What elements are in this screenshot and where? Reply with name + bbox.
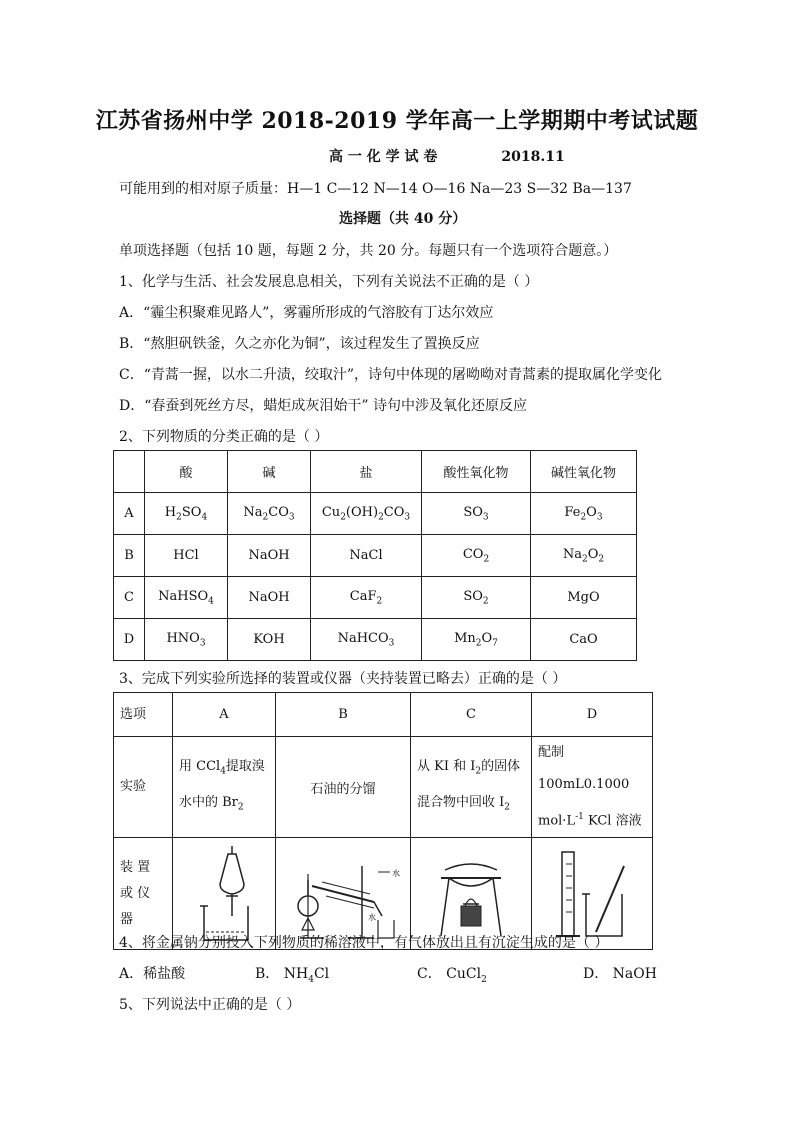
formula-text: H bbox=[164, 504, 177, 520]
exp-text: 配制 100mL0.1000 bbox=[538, 745, 630, 792]
exp-text: 用 CCl bbox=[179, 758, 221, 774]
row-label: C bbox=[114, 577, 145, 619]
row-label: D bbox=[114, 619, 145, 661]
label-text: 装 置 bbox=[120, 859, 151, 875]
formula-text: SO bbox=[181, 504, 202, 520]
q3-stem: 3、完成下列实验所选择的装置或仪器（夹持装置已略去）正确的是（ ） bbox=[119, 671, 567, 687]
row-label-option: 选项 bbox=[114, 693, 173, 737]
formula-cell bbox=[311, 535, 422, 577]
q4-option-d: D． NaOH bbox=[583, 966, 657, 982]
formula-text: NaOH bbox=[248, 590, 290, 605]
formula-cell bbox=[311, 619, 422, 661]
table-row bbox=[114, 737, 653, 838]
formula-cell bbox=[422, 577, 531, 619]
formula-text: NaHSO bbox=[158, 588, 209, 604]
formula-cell bbox=[228, 493, 311, 535]
formula-subscript: 7 bbox=[492, 638, 498, 649]
exp-text: KCl 溶液 bbox=[583, 813, 642, 829]
formula-text: SO bbox=[463, 588, 483, 604]
formula-text: Na bbox=[243, 504, 263, 520]
exam-date: 2018.11 bbox=[501, 149, 565, 165]
exp-text: mol·L bbox=[538, 813, 576, 829]
row-label: A bbox=[114, 493, 145, 535]
formula-text: O bbox=[587, 546, 599, 562]
formula-cell bbox=[145, 577, 228, 619]
formula-cell bbox=[422, 535, 531, 577]
formula-text: O bbox=[586, 504, 597, 520]
formula-text: HNO bbox=[166, 630, 200, 646]
table-row bbox=[114, 693, 653, 737]
exp-text: 水中的 Br bbox=[179, 795, 238, 811]
formula-cell bbox=[531, 619, 637, 661]
formula-text: NaHCO bbox=[337, 630, 389, 646]
graduated-cylinder-icon bbox=[532, 844, 652, 944]
header-cell: 碱性氧化物 bbox=[531, 451, 637, 493]
formula-subscript: 3 bbox=[482, 512, 489, 523]
formula-cell bbox=[228, 577, 311, 619]
formula-text: CaO bbox=[569, 632, 598, 647]
col-label-c: C bbox=[411, 693, 532, 737]
formula-subscript: 2 bbox=[482, 596, 489, 607]
label-text: 或 仪 bbox=[120, 885, 151, 901]
formula-text: NaOH bbox=[248, 548, 290, 563]
col-label-d: D bbox=[532, 693, 653, 737]
formula-cell bbox=[531, 577, 637, 619]
exp-sub: 4 bbox=[220, 766, 226, 777]
formula-subscript: 2 bbox=[483, 554, 490, 565]
formula-text: MgO bbox=[567, 590, 600, 605]
exp-sub: 2 bbox=[237, 802, 244, 813]
header-cell: 酸性氧化物 bbox=[422, 451, 531, 493]
q4-option-c bbox=[417, 963, 487, 985]
experiment-a bbox=[173, 737, 276, 838]
formula-subscript: 2 bbox=[598, 554, 605, 565]
formula-cell bbox=[145, 619, 228, 661]
formula-cell bbox=[145, 535, 228, 577]
formula-text: CO bbox=[268, 504, 289, 520]
header-cell: 盐 bbox=[311, 451, 422, 493]
sublimation-apparatus-icon bbox=[421, 844, 521, 944]
q5-stem: 5、下列说法中正确的是（ ） bbox=[119, 997, 301, 1013]
q1-option-c: C．“青蒿一握，以水二升渍，绞取汁”，诗句中体现的屠呦呦对青蒿素的提取属化学变化 bbox=[119, 367, 663, 383]
exp-text: 的固体 bbox=[481, 758, 521, 774]
q4-option-b bbox=[255, 963, 329, 985]
formula-subscript: 3 bbox=[388, 638, 395, 649]
formula-text: HCl bbox=[173, 548, 199, 563]
col-label-b: B bbox=[276, 693, 411, 737]
formula-subscript: 3 bbox=[404, 512, 411, 523]
water-in-label: 水 bbox=[392, 868, 400, 878]
header-cell: 碱 bbox=[228, 451, 311, 493]
formula-subscript: 3 bbox=[596, 512, 603, 523]
q2-stem: 2、下列物质的分类正确的是（ ） bbox=[119, 429, 329, 445]
formula-text: Mn bbox=[454, 630, 476, 646]
table-body bbox=[114, 493, 637, 661]
q4-stem: 4、将金属钠分别投入下列物质的稀溶液中，有气体放出且有沉淀生成的是（ ） bbox=[119, 935, 609, 951]
formula-cell bbox=[311, 577, 422, 619]
instructions: 单项选择题（包括 10 题，每题 2 分，共 20 分。每题只有一个选项符合题意。） bbox=[119, 243, 618, 259]
formula-text: Na bbox=[562, 546, 582, 562]
q1-stem: 1、化学与生活、社会发展息息相关，下列有关说法不正确的是（ ） bbox=[119, 274, 539, 290]
formula-text: NaCl bbox=[349, 548, 383, 563]
formula-subscript: 2 bbox=[475, 638, 482, 649]
formula-text: Fe bbox=[564, 504, 581, 520]
formula-subscript: 3 bbox=[288, 512, 295, 523]
formula-text: CO bbox=[383, 504, 405, 520]
exp-text: 从 KI 和 I bbox=[417, 758, 476, 774]
exp-sub: 2 bbox=[475, 766, 482, 777]
table-row bbox=[114, 619, 637, 661]
formula-cell bbox=[228, 619, 311, 661]
formula-subscript: 2 bbox=[340, 512, 346, 523]
formula-cell bbox=[422, 619, 531, 661]
formula-text: CaF bbox=[349, 588, 377, 604]
col-label-a: A bbox=[173, 693, 276, 737]
formula-text: CO bbox=[462, 546, 484, 562]
formula-subscript: 2 bbox=[262, 512, 269, 523]
formula-cell bbox=[311, 493, 422, 535]
formula-text: SO bbox=[463, 504, 483, 520]
q3-apparatus-table bbox=[113, 692, 653, 950]
subject-label: 高 一 化 学 试 卷 bbox=[329, 149, 438, 165]
formula-text: (OH) bbox=[345, 504, 379, 520]
water-out-label: 水 bbox=[368, 912, 376, 922]
formula-subscript: 2 bbox=[582, 554, 588, 565]
q1-option-b: B．“熬胆矾铁釜，久之亦化为铜”，该过程发生了置换反应 bbox=[119, 336, 480, 352]
section-title: 选择题（共 40 分） bbox=[339, 211, 467, 227]
experiment-b: 石油的分馏 bbox=[276, 737, 411, 838]
table-row bbox=[114, 493, 637, 535]
row-label-experiment: 实验 bbox=[114, 737, 173, 838]
table-row bbox=[114, 577, 637, 619]
separatory-funnel-icon bbox=[184, 844, 264, 944]
formula-subscript: 2 bbox=[378, 512, 384, 523]
formula-text: Cu bbox=[321, 504, 341, 520]
q4-option-b-sub: 4 bbox=[308, 974, 314, 985]
formula-subscript: 2 bbox=[376, 596, 383, 607]
formula-subscript: 4 bbox=[208, 596, 214, 607]
q4-option-b-text: B． NH bbox=[255, 966, 309, 982]
exp-text: 提取溴 bbox=[225, 758, 265, 774]
formula-subscript: 3 bbox=[199, 638, 206, 649]
formula-text: KOH bbox=[253, 632, 285, 647]
formula-subscript: 2 bbox=[580, 512, 587, 523]
label-text: 器 bbox=[120, 911, 134, 927]
experiment-c bbox=[411, 737, 532, 838]
q1-option-a: A．“霾尘积聚难见路人”，雾霾所形成的气溶胶有丁达尔效应 bbox=[119, 305, 494, 321]
formula-cell bbox=[228, 535, 311, 577]
q4-option-a: A．稀盐酸 bbox=[119, 966, 186, 982]
q4-option-b-text2: Cl bbox=[313, 966, 330, 982]
header-cell: 酸 bbox=[145, 451, 228, 493]
formula-text: O bbox=[481, 630, 493, 646]
exp-text: 混合物中回收 I bbox=[417, 795, 505, 811]
q1-option-d: D．“春蚕到死丝方尽，蜡炬成灰泪始干” 诗句中涉及氧化还原反应 bbox=[119, 398, 527, 414]
exp-sub: 2 bbox=[504, 802, 511, 813]
formula-subscript: 4 bbox=[201, 512, 208, 523]
experiment-d bbox=[532, 737, 653, 838]
q4-option-c-text: C． CuCl bbox=[417, 966, 482, 982]
header-cell bbox=[114, 451, 145, 493]
exp-sup: -1 bbox=[575, 812, 584, 822]
formula-cell bbox=[422, 493, 531, 535]
formula-cell bbox=[531, 493, 637, 535]
atomic-masses: 可能用到的相对原子质量：H—1 C—12 N—14 O—16 Na—23 S—32 Ba—137 bbox=[119, 181, 632, 197]
formula-subscript: 2 bbox=[176, 512, 182, 523]
row-label: B bbox=[114, 535, 145, 577]
exam-title: 江苏省扬州中学 2018-2019 学年高一上学期期中考试试题 bbox=[95, 108, 699, 134]
table-header-row bbox=[114, 451, 637, 493]
distillation-apparatus-icon bbox=[278, 844, 408, 944]
q2-classification-table bbox=[113, 450, 637, 661]
q4-option-c-sub: 2 bbox=[481, 974, 487, 985]
formula-cell bbox=[145, 493, 228, 535]
exam-subtitle bbox=[329, 146, 565, 166]
formula-cell bbox=[531, 535, 637, 577]
table-row bbox=[114, 535, 637, 577]
